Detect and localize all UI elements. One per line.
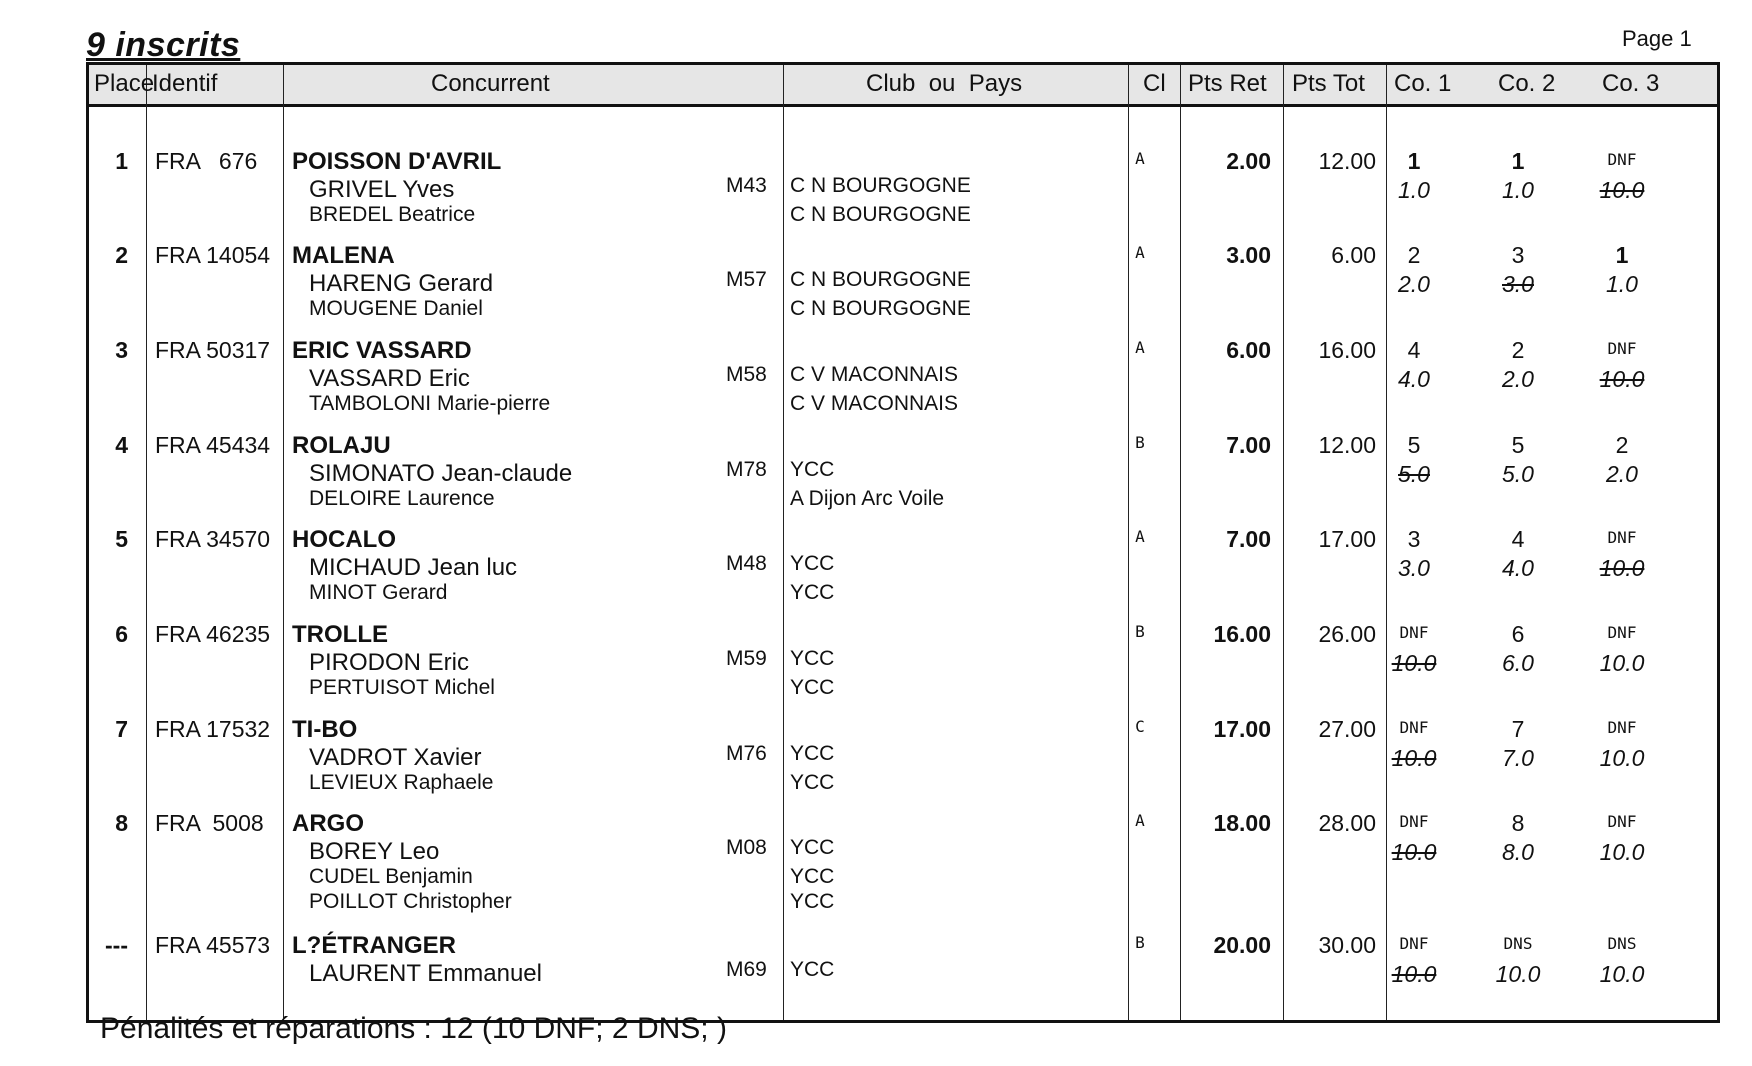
row-helm-name: PIRODON Eric	[309, 649, 470, 676]
row-club: C N BOURGOGNE	[790, 203, 971, 226]
race-3-rank: DNF	[1607, 150, 1637, 169]
row-crew-name: TAMBOLONI Marie-pierre	[309, 392, 551, 415]
row-class: B	[1135, 933, 1145, 952]
race-2-rank: 6	[1511, 621, 1525, 647]
row-helm-name: MICHAUD Jean luc	[309, 554, 518, 581]
row-points-retained: 6.00	[1226, 337, 1271, 363]
race-2-rank: 7	[1511, 716, 1525, 742]
row-helm-name: VASSARD Eric	[309, 365, 470, 392]
race-3-score: 1.0	[1606, 271, 1638, 297]
race-3-rank: 2	[1615, 432, 1629, 458]
race-2-score: 4.0	[1502, 555, 1534, 581]
row-age-category: M58	[726, 363, 767, 386]
column-divider	[783, 65, 784, 1020]
header-identif: Identif	[152, 70, 218, 97]
row-sail-number: FRA 14054	[155, 242, 271, 268]
row-age-category: M76	[726, 742, 767, 765]
row-sail-number: FRA 5008	[155, 810, 264, 836]
race-2-score: 5.0	[1502, 461, 1534, 487]
page-number: Page 1	[1622, 26, 1692, 51]
row-crew-name: PERTUISOT Michel	[309, 676, 495, 699]
row-club: YCC	[790, 647, 835, 670]
row-sail-number: FRA 50317	[155, 337, 271, 363]
row-place: 2	[115, 242, 128, 268]
race-3-score: 10.0	[1599, 177, 1645, 203]
row-sail-number: FRA 34570	[155, 526, 271, 552]
row-crew-name: CUDEL Benjamin	[309, 865, 473, 888]
row-boat-name: ARGO	[292, 810, 364, 837]
row-club: YCC	[790, 458, 835, 481]
row-points-total: 30.00	[1318, 932, 1376, 958]
race-1-score: 1.0	[1398, 177, 1430, 203]
race-2-score: 1.0	[1502, 177, 1534, 203]
row-club: YCC	[790, 771, 835, 794]
row-place: 3	[115, 337, 128, 363]
race-1-rank: 4	[1407, 337, 1421, 363]
row-place: ---	[105, 932, 128, 958]
row-points-retained: 7.00	[1226, 432, 1271, 458]
row-helm-name: SIMONATO Jean-claude	[309, 460, 573, 487]
row-crew-name: MINOT Gerard	[309, 581, 448, 604]
race-1-score: 10.0	[1391, 961, 1437, 987]
row-points-retained: 17.00	[1213, 716, 1271, 742]
race-1-rank: 5	[1407, 432, 1421, 458]
race-1-score: 10.0	[1391, 650, 1437, 676]
row-club: YCC	[790, 742, 835, 765]
row-crew-name: MOUGENE Daniel	[309, 297, 483, 320]
row-club: YCC	[790, 581, 835, 604]
row-age-category: M08	[726, 836, 767, 859]
row-club: YCC	[790, 552, 835, 575]
race-1-score: 10.0	[1391, 839, 1437, 865]
race-1-score: 4.0	[1398, 366, 1430, 392]
race-2-rank: 5	[1511, 432, 1525, 458]
header-pts-ret: Pts Ret	[1188, 70, 1267, 97]
row-place: 7	[115, 716, 128, 742]
race-3-rank: DNF	[1607, 718, 1637, 737]
row-boat-name: TI-BO	[292, 716, 358, 743]
race-3-score: 10.0	[1599, 366, 1645, 392]
row-points-total: 26.00	[1318, 621, 1376, 647]
race-3-score: 10.0	[1599, 555, 1645, 581]
row-sail-number: FRA 17532	[155, 716, 271, 742]
race-2-score: 8.0	[1502, 839, 1534, 865]
race-3-rank: DNF	[1607, 623, 1637, 642]
race-1-score: 3.0	[1398, 555, 1430, 581]
row-club: YCC	[790, 890, 835, 913]
header-race-1: Co. 1	[1394, 70, 1452, 97]
race-2-score: 7.0	[1502, 745, 1534, 771]
race-3-score: 10.0	[1599, 961, 1645, 987]
race-1-rank: 2	[1407, 242, 1421, 268]
row-sail-number: FRA 45434	[155, 432, 271, 458]
row-points-total: 17.00	[1318, 526, 1376, 552]
row-points-retained: 20.00	[1213, 932, 1271, 958]
row-points-total: 12.00	[1318, 148, 1376, 174]
race-2-score: 2.0	[1502, 366, 1534, 392]
row-age-category: M69	[726, 958, 767, 981]
row-points-total: 27.00	[1318, 716, 1376, 742]
column-divider	[283, 65, 284, 1020]
row-sail-number: FRA 46235	[155, 621, 271, 647]
row-class: A	[1135, 149, 1145, 168]
row-points-retained: 2.00	[1226, 148, 1271, 174]
row-club: C V MACONNAIS	[790, 392, 959, 415]
row-points-total: 28.00	[1318, 810, 1376, 836]
row-boat-name: ROLAJU	[292, 432, 391, 459]
header-race-3: Co. 3	[1602, 70, 1660, 97]
race-2-rank: DNS	[1503, 934, 1533, 953]
row-club: C N BOURGOGNE	[790, 174, 971, 197]
row-class: A	[1135, 527, 1145, 546]
row-helm-name: LAURENT Emmanuel	[309, 960, 542, 987]
race-1-rank: 3	[1407, 526, 1421, 552]
row-crew-name: DELOIRE Laurence	[309, 487, 495, 510]
race-3-score: 2.0	[1606, 461, 1638, 487]
row-boat-name: TROLLE	[292, 621, 388, 648]
row-sail-number: FRA 676	[155, 148, 258, 174]
race-3-rank: 1	[1615, 242, 1629, 268]
row-points-retained: 7.00	[1226, 526, 1271, 552]
row-boat-name: L?ÉTRANGER	[292, 932, 456, 959]
race-1-score: 5.0	[1398, 461, 1430, 487]
row-points-total: 16.00	[1318, 337, 1376, 363]
race-3-rank: DNF	[1607, 528, 1637, 547]
race-1-rank: 1	[1407, 148, 1421, 174]
row-boat-name: HOCALO	[292, 526, 396, 553]
race-2-rank: 8	[1511, 810, 1525, 836]
row-place: 6	[115, 621, 128, 647]
row-club: YCC	[790, 958, 835, 981]
row-place: 1	[115, 148, 128, 174]
race-1-rank: DNF	[1399, 623, 1429, 642]
row-place: 8	[115, 810, 128, 836]
race-2-score: 3.0	[1502, 271, 1534, 297]
row-crew-name: LEVIEUX Raphaele	[309, 771, 494, 794]
header-place: Place	[94, 70, 155, 97]
row-age-category: M48	[726, 552, 767, 575]
row-helm-name: VADROT Xavier	[309, 744, 482, 771]
row-place: 4	[115, 432, 128, 458]
column-divider	[1128, 65, 1129, 1020]
column-divider	[1386, 65, 1387, 1020]
race-2-rank: 2	[1511, 337, 1525, 363]
row-class: C	[1135, 717, 1145, 736]
race-3-rank: DNS	[1607, 934, 1637, 953]
race-1-score: 2.0	[1398, 271, 1430, 297]
header-club: Club ou Pays	[866, 70, 1023, 97]
row-club: A Dijon Arc Voile	[790, 487, 945, 510]
row-points-retained: 18.00	[1213, 810, 1271, 836]
row-helm-name: HARENG Gerard	[309, 270, 494, 297]
row-club: YCC	[790, 836, 835, 859]
row-sail-number: FRA 45573	[155, 932, 271, 958]
row-class: B	[1135, 433, 1145, 452]
row-boat-name: MALENA	[292, 242, 395, 269]
race-1-rank: DNF	[1399, 812, 1429, 831]
race-3-score: 10.0	[1599, 650, 1645, 676]
header-concurrent: Concurrent	[431, 70, 550, 97]
row-helm-name: BOREY Leo	[309, 838, 440, 865]
row-boat-name: ERIC VASSARD	[292, 337, 472, 364]
column-divider	[146, 65, 147, 1020]
header-class: Cl	[1143, 70, 1166, 97]
row-helm-name: GRIVEL Yves	[309, 176, 455, 203]
row-boat-name: POISSON D'AVRIL	[292, 148, 502, 175]
race-3-rank: DNF	[1607, 339, 1637, 358]
race-2-score: 10.0	[1495, 961, 1541, 987]
row-class: A	[1135, 811, 1145, 830]
header-race-2: Co. 2	[1498, 70, 1556, 97]
row-class: A	[1135, 338, 1145, 357]
row-points-retained: 3.00	[1226, 242, 1271, 268]
row-age-category: M78	[726, 458, 767, 481]
race-1-rank: DNF	[1399, 934, 1429, 953]
race-1-score: 10.0	[1391, 745, 1437, 771]
row-class: B	[1135, 622, 1145, 641]
race-3-score: 10.0	[1599, 745, 1645, 771]
race-2-rank: 1	[1511, 148, 1525, 174]
race-2-rank: 4	[1511, 526, 1525, 552]
row-place: 5	[115, 526, 128, 552]
race-2-rank: 3	[1511, 242, 1525, 268]
row-age-category: M57	[726, 268, 767, 291]
row-points-total: 12.00	[1318, 432, 1376, 458]
entries-count-title: 9 inscrits	[86, 26, 241, 64]
penalties-summary: Pénalités et réparations : 12 (10 DNF; 2 DNS; )	[100, 1012, 727, 1045]
row-club: C V MACONNAIS	[790, 363, 959, 386]
row-points-retained: 16.00	[1213, 621, 1271, 647]
row-points-total: 6.00	[1331, 242, 1376, 268]
row-crew-name: BREDEL Beatrice	[309, 203, 476, 226]
race-1-rank: DNF	[1399, 718, 1429, 737]
row-age-category: M59	[726, 647, 767, 670]
row-club: YCC	[790, 865, 835, 888]
header-pts-tot: Pts Tot	[1292, 70, 1365, 97]
row-crew-name: POILLOT Christopher	[309, 890, 512, 913]
row-club: C N BOURGOGNE	[790, 268, 971, 291]
row-age-category: M43	[726, 174, 767, 197]
race-3-rank: DNF	[1607, 812, 1637, 831]
row-class: A	[1135, 243, 1145, 262]
row-club: C N BOURGOGNE	[790, 297, 971, 320]
row-club: YCC	[790, 676, 835, 699]
race-2-score: 6.0	[1502, 650, 1534, 676]
race-3-score: 10.0	[1599, 839, 1645, 865]
